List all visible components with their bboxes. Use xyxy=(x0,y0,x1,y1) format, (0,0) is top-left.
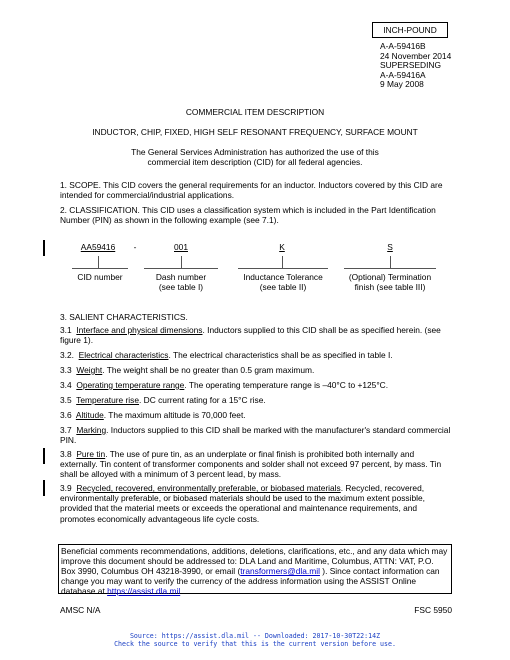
subsection-number: 3.9 xyxy=(60,483,72,493)
pin-label-rule xyxy=(144,268,218,269)
pin-label-dash-line2: (see table I) xyxy=(158,282,204,292)
subsection-text: . The weight shall be no greater than 0.5 gram maximum. xyxy=(102,365,315,375)
pin-code-termination: S xyxy=(387,242,393,252)
amsc-label: AMSC N/A xyxy=(60,605,101,615)
pin-label-rule xyxy=(344,268,436,269)
subsection-text: . The maximum altitude is 70,000 feet. xyxy=(103,410,246,420)
superseding-label: SUPERSEDING xyxy=(380,60,441,71)
subsection-text: . DC current rating for a 15°C rise. xyxy=(139,395,266,405)
classification-paragraph: 2. CLASSIFICATION. This CID uses a classification system which is included in the Part Identification Number (PIN) as shown in the following example (see 7.1). xyxy=(60,205,436,226)
subsection-3-9 xyxy=(60,483,452,524)
pin-code-cid: AA59416 xyxy=(80,242,116,252)
pin-label-tolerance xyxy=(228,272,338,292)
pin-label-rule xyxy=(238,268,328,269)
pin-connector-line xyxy=(98,256,99,268)
subsection-heading: Electrical characteristics xyxy=(78,350,169,360)
email-link[interactable]: transformers@dla.mil xyxy=(240,566,320,576)
authorization-line-2: commercial item description (CID) for all federal agencies. xyxy=(147,157,363,168)
pin-label-termination xyxy=(336,272,444,292)
subsection-heading: Altitude xyxy=(75,410,104,420)
subsection-number: 3.7 xyxy=(60,425,72,435)
salient-characteristics-heading: 3. SALIENT CHARACTERISTICS. xyxy=(60,312,188,322)
subsection-3-6 xyxy=(60,410,452,420)
subsection-heading: Operating temperature range xyxy=(76,380,185,390)
subsection-3-7 xyxy=(60,425,452,445)
source-footer xyxy=(40,632,470,648)
pin-label-tolerance-line1: Inductance Tolerance xyxy=(243,272,323,282)
subsection-3-1 xyxy=(60,325,452,345)
comments-notice-box xyxy=(58,544,452,594)
subsection-3-5 xyxy=(60,395,452,405)
superseded-document-number: A-A-59416A xyxy=(380,69,426,80)
subsection-heading: Pure tin xyxy=(76,449,106,459)
superseded-document-date: 9 May 2008 xyxy=(380,79,424,90)
pin-connector-line xyxy=(390,256,391,268)
document-id-block xyxy=(380,42,451,90)
scope-paragraph: 1. SCOPE. This CID covers the general requirements for an inductor. Inductors covered by this CID are intended for commercial/industrial applications. xyxy=(60,180,443,201)
inch-pound-badge: INCH-POUND xyxy=(372,22,448,38)
subsection-number: 3.2. xyxy=(60,350,74,360)
notice-text: ). Since contact information can change you may want to verify the currency of the address information using the ASSIST Online database at xyxy=(61,566,440,596)
pin-connector-line xyxy=(282,256,283,268)
subsection-number: 3.6 xyxy=(60,410,72,420)
subsection-heading: Temperature rise xyxy=(76,395,140,405)
pin-connector-line xyxy=(181,256,182,268)
subsection-number: 3.4 xyxy=(60,380,72,390)
document-number: A-A-59416B xyxy=(380,41,426,51)
subsection-text: . The use of pure tin, as an underplate or final finish is prohibited both internally and externally. Tin content of transformer components and solder shall not exceed 97 percent, by mass. Tin shall be alloyed with a minimum of 3 percent lead, by mass. xyxy=(60,449,442,480)
subsection-text: . Inductors supplied to this CID shall be as specified herein. (see figure 1). xyxy=(60,325,441,346)
subsection-number: 3.3 xyxy=(60,365,72,375)
pin-label-rule xyxy=(72,268,128,269)
subsection-text: . The operating temperature range is –40°C to +125°C. xyxy=(184,380,389,390)
pin-label-termination-line1: (Optional) Termination xyxy=(348,272,432,282)
subsection-text: . Recycled, recovered, environmentally preferable, or biobased materials should be used to the maximum extent possible, provided that the material meets or exceeds the operational and maintenance requirements, and promotes economically advantageous life cycle costs. xyxy=(60,483,425,524)
notice-text-end: . xyxy=(180,586,183,596)
change-bar xyxy=(43,480,45,496)
pin-label-dash-number xyxy=(130,272,232,292)
pin-label-tolerance-line2: (see table II) xyxy=(259,282,307,292)
subsection-heading: Weight xyxy=(76,365,103,375)
change-bar xyxy=(43,240,45,256)
subsection-text: . The electrical characteristics shall be as specified in table I. xyxy=(168,350,393,360)
pin-label-dash-line1: Dash number xyxy=(155,272,207,282)
source-line-2: Check the source to verify that this is the current version before use. xyxy=(114,640,396,648)
subsection-3-8 xyxy=(60,449,452,480)
subsection-heading: Marking xyxy=(76,425,107,435)
pin-code-tolerance: K xyxy=(279,242,285,252)
subsection-heading: Interface and physical dimensions xyxy=(76,325,203,335)
subsection-text: . Inductors supplied to this CID shall be marked with the manufacturer's standard commercial PIN. xyxy=(60,425,451,446)
subsection-number: 3.8 xyxy=(60,449,72,459)
subsection-3-3 xyxy=(60,365,452,375)
assist-url-link[interactable]: https://assist.dla.mil xyxy=(107,586,181,596)
authorization-line-1: The General Services Administration has authorized the use of this xyxy=(131,147,379,157)
subsection-heading: Recycled, recovered, environmentally preferable, or biobased materials xyxy=(76,483,341,493)
change-bar xyxy=(43,448,45,464)
subsection-number: 3.5 xyxy=(60,395,72,405)
document-subject-title: INDUCTOR, CHIP, FIXED, HIGH SELF RESONANT FREQUENCY, SURFACE MOUNT xyxy=(92,127,418,137)
document-type-title: COMMERCIAL ITEM DESCRIPTION xyxy=(185,107,325,117)
subsection-3-4 xyxy=(60,380,452,390)
notice-text: Beneficial comments recommendations, additions, deletions, clarifications, etc., and any data which may improve this document should be addressed to: DLA Land and Maritime, Columbus, ATTN: VAT, P.O. Box 3990, Columbus OH 43218-3990, or email ( xyxy=(61,546,448,576)
pin-label-termination-line2: finish (see table III) xyxy=(354,282,426,292)
authorization-statement xyxy=(40,147,470,167)
pin-separator: - xyxy=(133,242,137,252)
subsection-3-2 xyxy=(60,350,452,360)
source-line-1: Source: https://assist.dla.mil -- Downloaded: 2017-10-30T22:14Z xyxy=(129,632,381,640)
fsc-label: FSC 5950 xyxy=(414,605,452,615)
document-date: 24 November 2014 xyxy=(380,50,452,61)
pin-label-cid-line1: CID number xyxy=(77,272,123,282)
pin-code-dash-number: 001 xyxy=(174,242,188,252)
subsection-number: 3.1 xyxy=(60,325,72,335)
